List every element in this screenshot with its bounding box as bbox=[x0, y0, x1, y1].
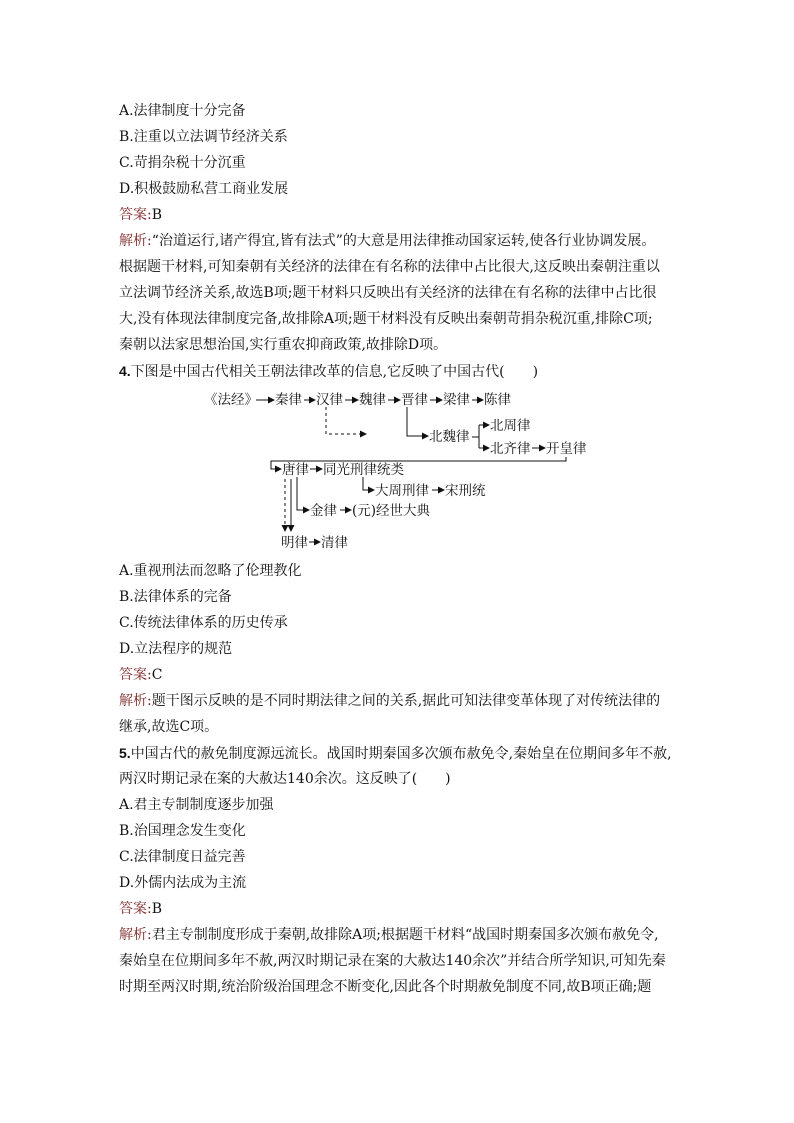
q5-option-c: C.法律制度日益完善 bbox=[119, 849, 246, 865]
q4-answer bbox=[119, 666, 162, 684]
question-text: 中国古代的赦免制度源远流长。战国时期秦国多次颁布赦免令,秦始皇在位期间多年不赦, bbox=[130, 746, 672, 762]
analysis-label: 解析: bbox=[119, 693, 152, 709]
analysis-label: 解析: bbox=[119, 927, 152, 943]
dashed-arrow bbox=[326, 407, 366, 434]
arrow bbox=[271, 457, 566, 469]
q5-option-a: A.君主专制制度逐步加强 bbox=[119, 797, 274, 813]
q3-analysis-line-3: 立法调节经济关系,故选B项;题干材料只反映出有关经济的法律在有名称的法律中占比很 bbox=[119, 285, 657, 301]
q5-option-d: D.外儒内法成为主流 bbox=[119, 875, 247, 891]
q5-analysis-line-2: 秦始皇在位期间多年不赦,两汉时期记录在案的大赦达140余次”并结合所学知识,可知先秦 bbox=[119, 953, 666, 969]
arrow bbox=[363, 477, 374, 490]
q3-option-d: D.积极鼓励私营工商业发展 bbox=[119, 181, 289, 197]
node-bei-qi: 北齐律 bbox=[490, 441, 531, 457]
node-chen: 陈律 bbox=[484, 392, 511, 408]
node-liang: 梁律 bbox=[443, 392, 470, 408]
q3-option-a: A.法律制度十分完备 bbox=[119, 103, 246, 119]
node-jin-dynasty: 晋律 bbox=[401, 392, 428, 408]
node-jin-lv: 金律 bbox=[310, 503, 337, 519]
node-wei: 魏律 bbox=[359, 392, 386, 408]
node-tang: 唐律 bbox=[282, 462, 309, 478]
arrow bbox=[407, 407, 428, 436]
node-kai-huang: 开皇律 bbox=[546, 441, 587, 457]
q5-stem-line-2: 两汉时期记录在案的大赦达140余次。这反映了( ) bbox=[119, 771, 451, 787]
q4-analysis-line-2: 继承,故选C项。 bbox=[119, 719, 219, 735]
question-text: 下图是中国古代相关王朝法律改革的信息,它反映了中国古代( ) bbox=[130, 364, 539, 380]
node-fajing: 《法经》 bbox=[204, 392, 258, 408]
node-bei-zhou: 北周律 bbox=[490, 418, 531, 434]
node-da-zhou: 大周刑律 bbox=[375, 483, 429, 499]
answer-label: 答案: bbox=[119, 207, 152, 223]
q5-option-b: B.治国理念发生变化 bbox=[119, 823, 246, 839]
law-evolution-diagram bbox=[0, 0, 794, 560]
q4-option-d: D.立法程序的规范 bbox=[119, 641, 233, 657]
q4-option-a: A.重视刑法而忽略了伦理教化 bbox=[119, 563, 302, 579]
answer-value: B bbox=[151, 207, 163, 223]
q5-analysis-line-3: 时期至两汉时期,统治阶级治国理念不断变化,因此各个时期赦免制度不同,故B项正确;题 bbox=[119, 979, 652, 995]
q5-stem-line-1 bbox=[119, 744, 672, 763]
analysis-label: 解析: bbox=[119, 233, 152, 249]
answer-value: B bbox=[151, 901, 163, 917]
node-han: 汉律 bbox=[316, 392, 343, 408]
q4-option-b: B.法律体系的完备 bbox=[119, 589, 232, 605]
question-number: 5. bbox=[119, 745, 131, 761]
node-qin: 秦律 bbox=[275, 392, 302, 408]
q3-option-b: B.注重以立法调节经济关系 bbox=[119, 129, 288, 145]
q3-analysis-line-4: 大,没有体现法律制度完备,故排除A项;题干材料没有反映出秦朝苛捐杂税沉重,排除C项; bbox=[119, 311, 653, 327]
analysis-text: “治道运行,诸产得宜,皆有法式”的大意是用法律推动国家运转,使各行业协调发展。 bbox=[151, 233, 656, 249]
answer-label: 答案: bbox=[119, 901, 152, 917]
branch-line bbox=[472, 425, 479, 448]
analysis-text: 题干图示反映的是不同时期法律之间的关系,据此可知法律变革体现了对传统法律的 bbox=[151, 693, 661, 709]
arrow bbox=[297, 477, 309, 510]
node-yuan: (元)经世大典 bbox=[352, 503, 431, 519]
q3-analysis-line-5: 秦朝以法家思想治国,实行重农抑商政策,故排除D项。 bbox=[119, 337, 448, 353]
answer-label: 答案: bbox=[119, 667, 152, 683]
node-tong-guang: 同光刑律统类 bbox=[323, 462, 404, 478]
answer-value: C bbox=[151, 667, 163, 683]
question-number: 4. bbox=[119, 363, 131, 379]
node-qing: 清律 bbox=[321, 535, 348, 551]
q5-answer bbox=[119, 900, 162, 918]
q3-analysis-line-2: 根据题干材料,可知秦朝有关经济的法律在有名称的法律中占比很大,这反映出秦朝注重以 bbox=[119, 259, 660, 275]
analysis-text: 君主专制制度形成于秦朝,故排除A项;根据题干材料“战国时期秦国多次颁布赦免令, bbox=[151, 927, 659, 943]
q3-option-c: C.苛捐杂税十分沉重 bbox=[119, 155, 246, 171]
q5-analysis-line-1 bbox=[119, 926, 659, 944]
node-bei-wei: 北魏律 bbox=[429, 429, 470, 445]
node-ming: 明律 bbox=[281, 535, 308, 551]
node-song: 宋刑统 bbox=[445, 483, 486, 499]
q4-analysis-line-1 bbox=[119, 692, 660, 710]
q4-option-c: C.传统法律体系的历史传承 bbox=[119, 615, 288, 631]
